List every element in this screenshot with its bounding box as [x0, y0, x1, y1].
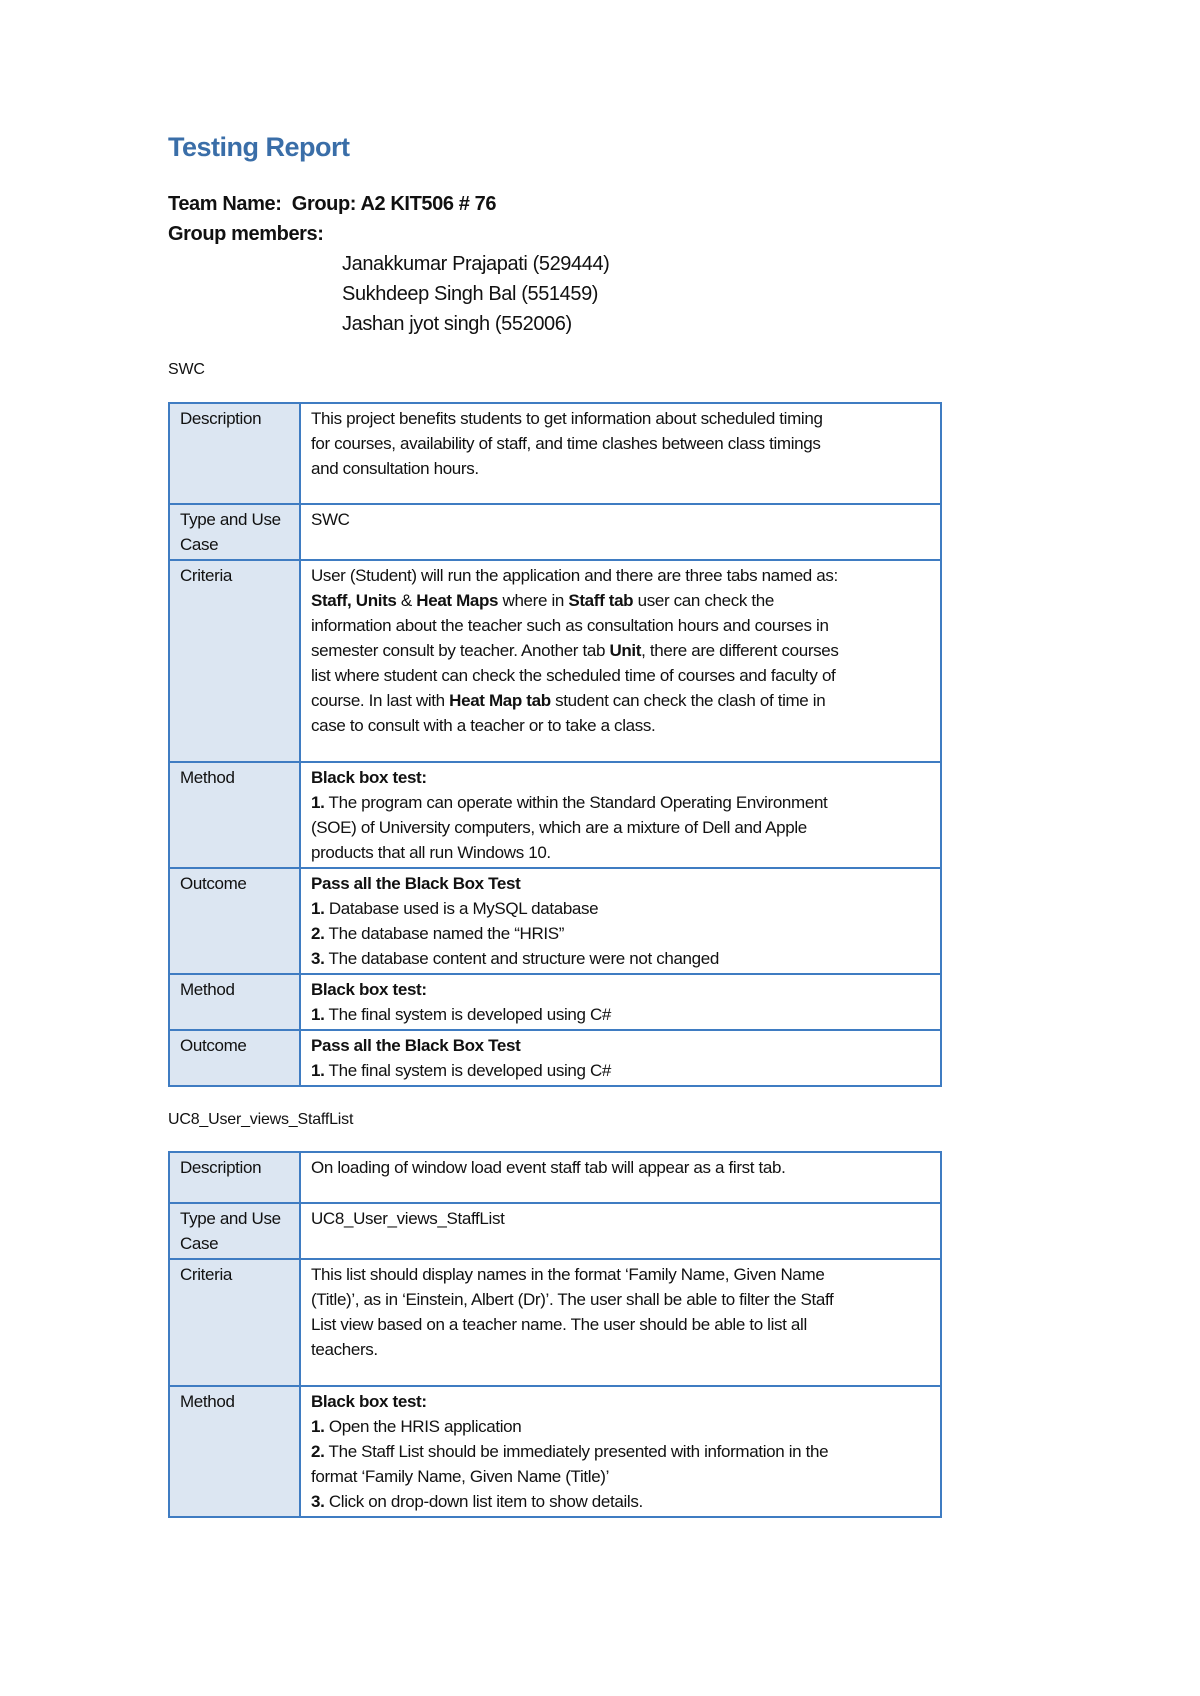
text-line: [311, 507, 930, 532]
text-line: [311, 1002, 930, 1027]
text: Click on drop-down list item to show details.: [324, 1492, 643, 1511]
text: case to consult with a teacher or to take a class.: [311, 716, 656, 735]
text: This project benefits students to get information about scheduled timing: [311, 409, 823, 428]
group-member: Sukhdeep Singh Bal (551459): [342, 283, 599, 305]
table-row: [169, 1030, 941, 1086]
text-line: [311, 713, 930, 738]
row-value: [300, 868, 941, 974]
row-label: Outcome: [169, 1030, 300, 1086]
row-label: Type and Use Case: [169, 504, 300, 560]
text-line: [311, 1464, 930, 1489]
text: UC8_User_views_StaffList: [311, 1209, 505, 1228]
row-label: Criteria: [169, 1259, 300, 1386]
bold-text: Heat Maps: [416, 591, 499, 610]
text: Open the HRIS application: [324, 1417, 522, 1436]
text: User (Student) will run the application and there are three tabs named as:: [311, 566, 838, 585]
text: information about the teacher such as consultation hours and courses in: [311, 616, 829, 635]
group-member: Jashan jyot singh (552006): [342, 313, 572, 335]
text: format ‘Family Name, Given Name (Title)’: [311, 1467, 610, 1486]
table-row: [169, 1386, 941, 1517]
team-name-value: Group: A2 KIT506 # 76: [291, 193, 497, 215]
bold-text: 1.: [311, 1417, 325, 1436]
text: teachers.: [311, 1340, 378, 1359]
text: list where student can check the scheduled time of courses and faculty of: [311, 666, 836, 685]
table-row: [169, 403, 941, 504]
text-line: [311, 663, 930, 688]
row-label: Description: [169, 403, 300, 504]
row-value: [300, 1259, 941, 1386]
text-line: [311, 688, 930, 713]
text: student can check the clash of time in: [550, 691, 826, 710]
table-row: [169, 762, 941, 868]
bold-text: Unit: [609, 641, 642, 660]
text: The final system is developed using C#: [324, 1005, 612, 1024]
text: The Staff List should be immediately presented with information in the: [324, 1442, 829, 1461]
text-line: [311, 871, 930, 896]
row-label: Method: [169, 1386, 300, 1517]
text: semester consult by teacher. Another tab: [311, 641, 610, 660]
text-line: [311, 1489, 930, 1514]
text: course. In last with: [311, 691, 450, 710]
text-line: [311, 840, 930, 865]
text: The final system is developed using C#: [324, 1061, 612, 1080]
row-value: [300, 560, 941, 762]
text: List view based on a teacher name. The user should be able to list all: [311, 1315, 807, 1334]
bold-text: 3.: [311, 949, 325, 968]
table-row: [169, 560, 941, 762]
uc8-test-table: [168, 1151, 942, 1518]
table-row: [169, 1152, 941, 1203]
bold-text: 1.: [311, 899, 325, 918]
text-line: [311, 1337, 930, 1362]
bold-text: 2.: [311, 924, 325, 943]
text-line: [311, 765, 930, 790]
table-row: [169, 868, 941, 974]
bold-text: 1.: [311, 793, 325, 812]
text: Database used is a MySQL database: [324, 899, 599, 918]
text: The program can operate within the Standard Operating Environment: [324, 793, 828, 812]
text-line: [311, 1033, 930, 1058]
bold-text: 1.: [311, 1061, 325, 1080]
text-line: [311, 638, 930, 663]
bold-text: Heat Map tab: [449, 691, 551, 710]
row-value: [300, 1386, 941, 1517]
text-line: [311, 1439, 930, 1464]
text-line: [311, 456, 930, 481]
row-label: Method: [169, 974, 300, 1030]
row-value: [300, 403, 941, 504]
text-line: [311, 790, 930, 815]
text: (Title)’, as in ‘Einstein, Albert (Dr)’. The user shall be able to filter the Staff: [311, 1290, 834, 1309]
text-line: [311, 1058, 930, 1083]
text: where in: [498, 591, 569, 610]
section-heading-uc8: UC8_User_views_StaffList: [168, 1111, 354, 1128]
row-value: [300, 1030, 941, 1086]
text: for courses, availability of staff, and time clashes between class timings: [311, 434, 821, 453]
bold-text: Staff tab: [568, 591, 634, 610]
text-line: [311, 1287, 930, 1312]
text-line: [311, 431, 930, 456]
text: The database content and structure were not changed: [324, 949, 719, 968]
bold-text: 2.: [311, 1442, 325, 1461]
text: , there are different courses: [641, 641, 839, 660]
row-value: [300, 1203, 941, 1259]
text-line: [311, 1414, 930, 1439]
text-line: [311, 1389, 930, 1414]
row-label: Outcome: [169, 868, 300, 974]
text-line: [311, 1262, 930, 1287]
table-row: [169, 974, 941, 1030]
text: and consultation hours.: [311, 459, 479, 478]
text-line: [311, 1155, 930, 1180]
row-value: [300, 1152, 941, 1203]
bold-text: 3.: [311, 1492, 325, 1511]
row-label: Method: [169, 762, 300, 868]
text-line: [311, 613, 930, 638]
bold-text: Staff, Units: [311, 591, 397, 610]
text: &: [396, 591, 417, 610]
text-line: [311, 406, 930, 431]
text-line: [311, 921, 930, 946]
bold-text: Black box test:: [311, 768, 427, 787]
table-row: [169, 504, 941, 560]
section-heading-swc: SWC: [168, 361, 205, 378]
row-label: Description: [169, 1152, 300, 1203]
table-row: [169, 1259, 941, 1386]
text-line: [311, 946, 930, 971]
group-member: Janakkumar Prajapati (529444): [342, 253, 610, 275]
text: This list should display names in the format ‘Family Name, Given Name: [311, 1265, 825, 1284]
text-line: [311, 1206, 930, 1231]
text-line: [311, 896, 930, 921]
text: (SOE) of University computers, which are a mixture of Dell and Apple: [311, 818, 807, 837]
text-line: [311, 815, 930, 840]
text-line: [311, 977, 930, 1002]
text: On loading of window load event staff tab will appear as a first tab.: [311, 1158, 786, 1177]
text: user can check the: [633, 591, 774, 610]
bold-text: Pass all the Black Box Test: [311, 1036, 521, 1055]
bold-text: Pass all the Black Box Test: [311, 874, 521, 893]
swc-test-table: [168, 402, 942, 1087]
group-members-label: Group members:: [168, 223, 324, 245]
bold-text: Black box test:: [311, 1392, 427, 1411]
bold-text: 1.: [311, 1005, 325, 1024]
team-name: [168, 193, 496, 216]
team-name-label: Team Name:: [168, 193, 282, 215]
text: The database named the “HRIS”: [324, 924, 565, 943]
page-title: Testing Report: [168, 132, 350, 162]
row-value: [300, 974, 941, 1030]
text-line: [311, 1312, 930, 1337]
row-value: [300, 762, 941, 868]
text-line: [311, 588, 930, 613]
text: SWC: [311, 510, 350, 529]
table-row: [169, 1203, 941, 1259]
row-label: Criteria: [169, 560, 300, 762]
text-line: [311, 563, 930, 588]
bold-text: Black box test:: [311, 980, 427, 999]
text: products that all run Windows 10.: [311, 843, 551, 862]
row-label: Type and Use Case: [169, 1203, 300, 1259]
row-value: [300, 504, 941, 560]
